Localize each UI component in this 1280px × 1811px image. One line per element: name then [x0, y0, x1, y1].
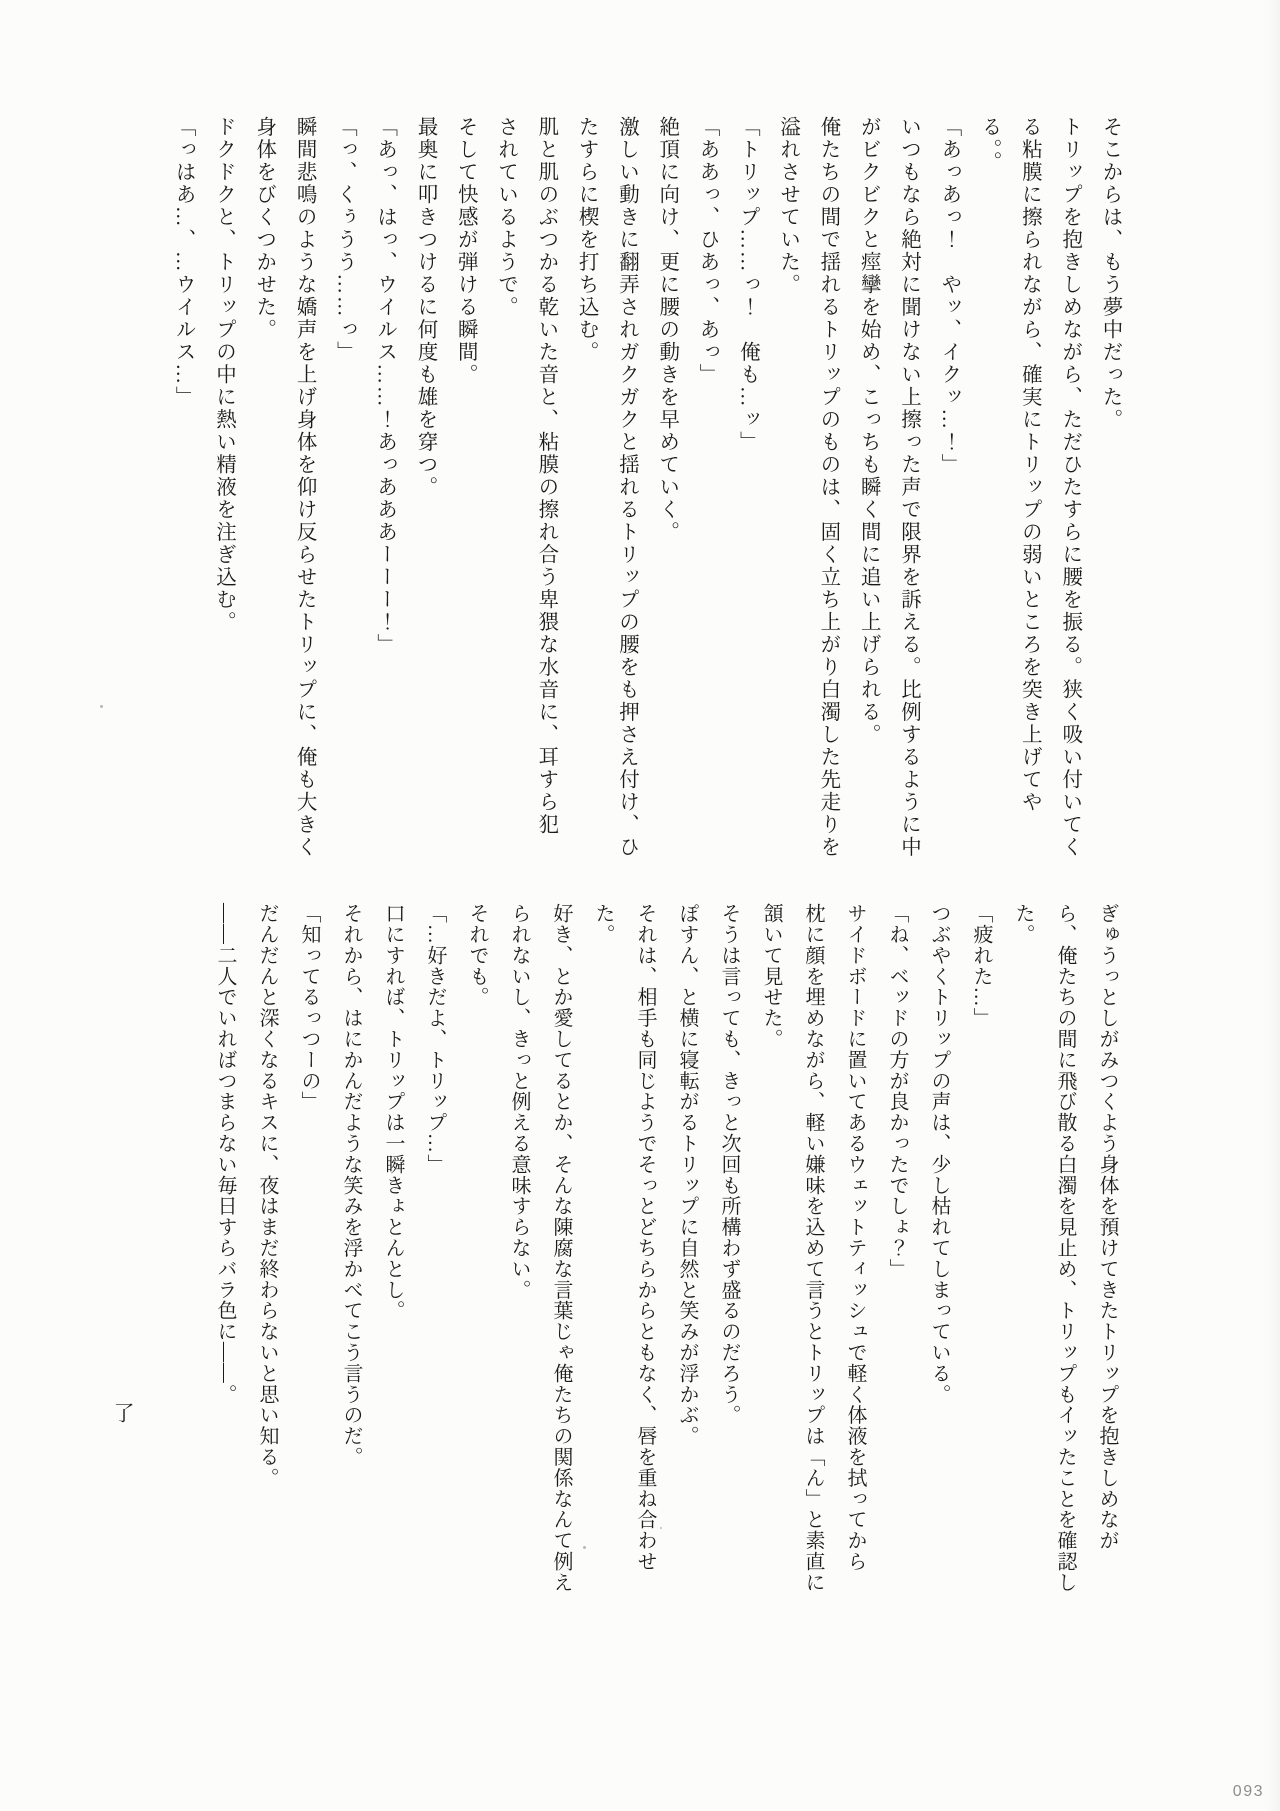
text-column: 身体をびくつかせた。: [252, 116, 275, 341]
text-column: られないし、きっと例える意味すらない。: [508, 903, 530, 1301]
text-column: 「知ってるっつーの」: [298, 903, 320, 1112]
text-column: そうは言っても、きっと次回も所構わず盛るのだろう。: [718, 903, 740, 1426]
text-column: 「ああっ、ひあっ、あっ」: [696, 116, 719, 386]
text-column: 好き、とか愛してるとか、そんな陳腐な言葉じゃ俺たちの関係なんて例え: [550, 903, 572, 1593]
text-column: 俺たちの間で揺れるトリップのものは、固く立ち上がり白濁した先走りを: [816, 116, 839, 859]
text-column: ら、俺たちの間に飛び散る白濁を見止め、トリップもイッたことを確認し: [1054, 903, 1076, 1593]
text-column: それから、はにかんだような笑みを浮かべてこう言うのだ。: [340, 903, 362, 1468]
text-column: それは、相手も同じようでそっとどちらからともなく、唇を重ね合わせ: [634, 903, 656, 1572]
scan-speck: [100, 705, 103, 708]
text-column: 瞬間悲鳴のような嬌声を上げ身体を仰け反らせたトリップに、俺も大きく: [293, 116, 316, 859]
text-column: いつもなら絶対に聞けない上擦った声で限界を訴える。比例するように中: [897, 116, 920, 859]
text-column: 「あっ、はっ、ウイルス……！あっあああーーー！」: [373, 116, 396, 656]
text-column: 激しい動きに翻弄されガクガクと揺れるトリップの腰をも押さえ付け、ひ: [615, 116, 638, 859]
text-column: サイドボードに置いてあるウェットティッシュで軽く体液を拭ってから: [844, 903, 866, 1572]
page-number: 093: [1232, 1783, 1264, 1800]
text-column: 「ね、ベッドの方が良かったでしょ？」: [886, 903, 908, 1280]
text-column: 枕に顔を埋めながら、軽い嫌味を込めて言うとトリップは「ん」と素直に: [802, 903, 824, 1593]
text-column: た。: [1012, 903, 1034, 945]
text-column: 最奥に叩きつけるに何度も雄を穿つ。: [413, 116, 436, 499]
text-column: 頷いて見せた。: [760, 903, 782, 1050]
text-column: たすらに楔を打ち込む。: [575, 116, 598, 364]
text-column: る粘膜に擦られながら、確実にトリップの弱いところを突き上げてや: [1018, 116, 1041, 814]
text-column: 溢れさせていた。: [776, 116, 799, 296]
text-column: がビクビクと痙攣を始め、こっちも瞬く間に追い上げられる。: [857, 116, 880, 746]
text-column: る。。: [978, 116, 1001, 174]
text-column: 「…好きだよ、トリップ…」: [424, 903, 446, 1175]
text-column: トリップを抱きしめながら、ただひたすらに腰を振る。狭く吸い付いてく: [1058, 116, 1081, 859]
bottom-text-block: [204, 903, 1128, 1593]
text-column: 「あっあっ！ やッ、イクッ…！」: [937, 116, 960, 476]
text-column: ドクドクと、トリップの中に熱い精液を注ぎ込む。: [212, 116, 235, 634]
text-column: 「っ、くぅうう……っ」: [333, 116, 356, 364]
story-end-mark: 了: [111, 1402, 135, 1423]
text-column: されているようで。: [494, 116, 517, 319]
text-column: だんだんと深くなるキスに、夜はまだ終わらないと思い知る。: [256, 903, 278, 1489]
text-column: それでも。: [466, 903, 488, 1008]
text-column: 肌と肌のぶつかる乾いた音と、粘膜の擦れ合う卑猥な水音に、耳すら犯: [534, 116, 557, 836]
text-column: 口にすれば、トリップは一瞬きょとんとし。: [382, 903, 404, 1321]
scan-speck: [583, 1546, 586, 1549]
text-column: そこからは、もう夢中だった。: [1099, 116, 1121, 431]
text-column: た。: [592, 903, 614, 945]
text-column: ぎゅうっとしがみつくよう身体を預けてきたトリップを抱きしめなが: [1096, 903, 1118, 1551]
text-column: 絶頂に向け、更に腰の動きを早めていく。: [655, 116, 678, 544]
page-edge-shade: [1266, 0, 1280, 1811]
top-text-block: [163, 116, 1130, 864]
scan-speck: [660, 1527, 662, 1529]
text-column: ぽすん、と横に寝転がるトリップに自然と笑みが浮かぶ。: [676, 903, 698, 1447]
text-column: ——二人でいればつまらない毎日すらバラ色に——。: [214, 903, 236, 1405]
text-column: つぶやくトリップの声は、少し枯れてしまっている。: [928, 903, 950, 1405]
text-column: そして快感が弾ける瞬間。: [454, 116, 477, 386]
text-column: 「疲れた…」: [970, 903, 992, 1029]
text-column: 「っはあ…、…ウイルス…」: [172, 116, 195, 409]
text-column: 「トリップ……っ！ 俺も…ッ」: [736, 116, 759, 454]
